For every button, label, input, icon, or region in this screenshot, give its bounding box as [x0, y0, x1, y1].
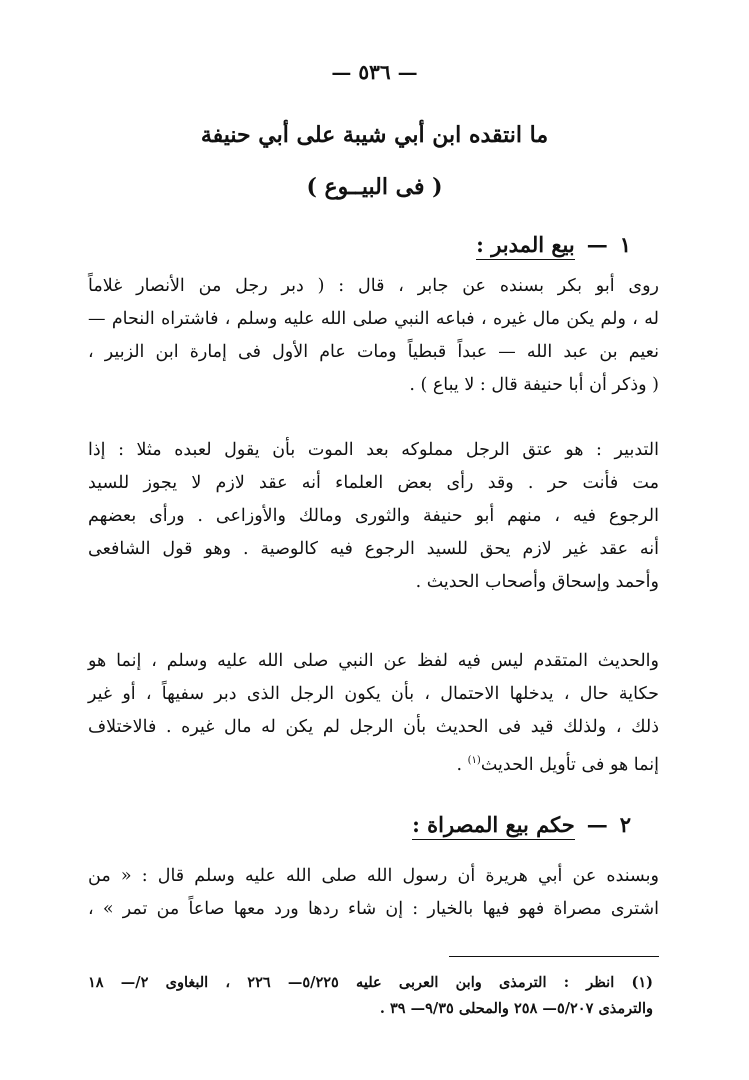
section-heading-2: [412, 812, 631, 837]
page-number: — ٥٣٦ —: [331, 60, 418, 84]
text-line: الرجوع فيه ، منهم أبو حنيفة والثورى ومالك والأوزاعى . ورأى بعضهم: [88, 506, 659, 526]
page-subtitle: ( فى البيــوع ): [306, 174, 443, 200]
text-line: التدبير : هو عتق الرجل مملوكه بعد الموت بأن يقول لعبده مثلا : إذا: [88, 440, 659, 460]
text-fragment: إنما هو فى تأويل الحديث: [480, 754, 659, 775]
section-dash: —: [586, 232, 608, 257]
text-line: ( وذكر أن أبا حنيفة قال : لا يباع ) .: [409, 375, 659, 395]
footnote-line: والترمذى ٥/٢٠٧— ٢٥٨ والمحلى ٩/٣٥— ٣٩ .: [379, 1000, 653, 1017]
section-label: بيع المدبر :: [476, 232, 575, 260]
footnote-reference[interactable]: (١): [467, 755, 481, 766]
section-number: ١: [619, 232, 631, 257]
text-line: اشترى مصراة فهو فيها بالخيار : إن شاء ردها ورد معها صاعاً من تمر » ،: [88, 899, 659, 919]
paragraph-2: [88, 434, 659, 599]
footnote-line: (١) انظر : الترمذى وابن العربى عليه ٥/٢٢٥— ٢٢٦ ، البغاوى ٢/— ١٨: [88, 974, 653, 991]
paragraph-4: [88, 860, 659, 926]
text-fragment: .: [456, 754, 468, 775]
paragraph-3: [88, 645, 659, 782]
section-dash: —: [586, 812, 608, 837]
text-line: ذلك ، ولذلك قيد فى الحديث بأن الرجل لم يكن له مال غيره . فالاختلاف: [88, 717, 659, 737]
text-line: روى أبو بكر بسنده عن جابر ، قال : ( دبر رجل من الأنصار غلاماً: [88, 276, 659, 296]
text-line: مت فأنت حر . وقد رأى بعض العلماء أنه عقد لازم لا يجوز للسيد: [88, 473, 659, 493]
text-line: أنه عقد غير لازم يحق للسيد الرجوع فيه كالوصية . وهو قول الشافعى: [88, 539, 659, 559]
page-title: ما انتقده ابن أبي شيبة على أبي حنيفة: [200, 122, 549, 148]
text-line: نعيم بن عبد الله — عبداً قبطياً ومات عام الأول فى إمارة ابن الزبير ،: [88, 342, 659, 362]
text-line: وأحمد وإسحاق وأصحاب الحديث .: [415, 572, 659, 592]
text-line: وبسنده عن أبي هريرة أن رسول الله صلى الله عليه وسلم قال : « من: [88, 866, 659, 886]
paragraph-1: [88, 270, 659, 402]
text-line: والحديث المتقدم ليس فيه لفظ عن النبي صلى الله عليه وسلم ، إنما هو: [88, 651, 659, 671]
text-line: [88, 744, 659, 782]
section-number: ٢: [619, 812, 631, 837]
footnote: [88, 970, 653, 1022]
section-heading-1: [476, 232, 631, 257]
text-line: حكاية حال ، يدخلها الاحتمال ، بأن يكون الرجل الذى دبر سفيهاً ، أو غير: [88, 684, 659, 704]
section-label: حكم بيع المصراة :: [412, 812, 575, 840]
footnote-divider: [449, 956, 659, 957]
text-line: له ، ولم يكن مال غيره ، فباعه النبي صلى الله عليه وسلم ، فاشتراه النحام —: [88, 309, 659, 329]
